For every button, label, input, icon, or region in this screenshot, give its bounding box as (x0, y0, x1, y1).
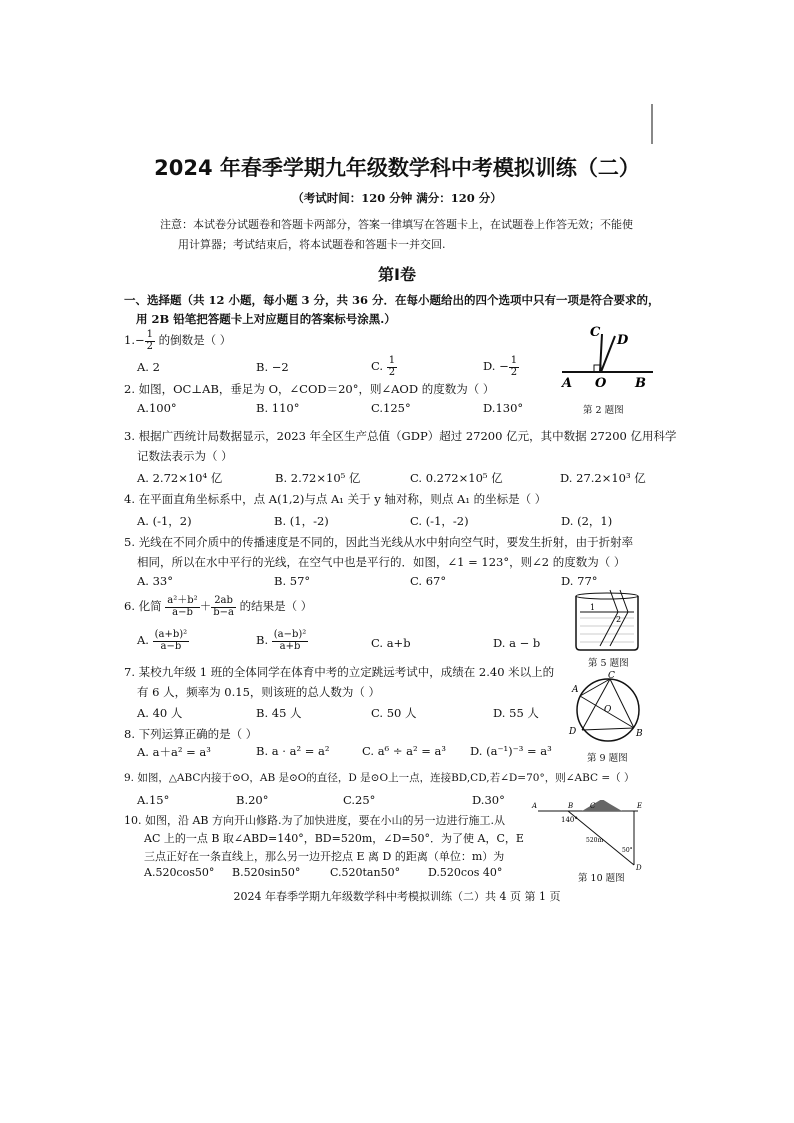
q10-option-d: D.520cos 40° (428, 866, 503, 879)
fig10-label-d: D (636, 864, 642, 872)
fig9-label-a: A (572, 685, 579, 695)
q1-option-a: A. 2 (137, 360, 160, 374)
q6-f2-num: 2ab (211, 596, 236, 608)
part1-instruction-2: 用 2B 铅笔把答题卡上对应题目的答案标号涂黑.） (136, 312, 396, 326)
q4-option-c: C. (-1，-2) (410, 514, 469, 528)
fig10-label-c: C (590, 802, 596, 810)
q9-option-c: C.25° (343, 793, 376, 807)
caption-q10: 第 10 题图 (578, 873, 625, 884)
fig10-label-a: A (532, 802, 538, 810)
q1-c-label: C. (371, 359, 384, 373)
q1-d-frac (509, 356, 519, 378)
q1-number: 1. (124, 333, 135, 347)
q6-b-den: a+b (279, 640, 301, 652)
fig9-label-b: B (636, 729, 643, 739)
q1-c-num: 1 (388, 355, 396, 366)
fig10-angle-140: 140° (561, 816, 578, 824)
q1-c-den: 2 (388, 366, 396, 378)
figure-q10 (530, 800, 645, 872)
q1-minus: − (134, 333, 145, 347)
q1-d-den: 2 (510, 366, 518, 378)
q7-option-b: B. 45 人 (256, 706, 302, 720)
fig5-angle-2: 2 (616, 615, 622, 624)
q6-f1-den: a−b (172, 606, 193, 618)
q3-option-a: A. 2.72×10⁴ 亿 (137, 471, 223, 485)
q1-text: 的倒数是（ ） (158, 333, 232, 347)
question-2: 2. 如图，OC⊥AB，垂足为 O，∠COD＝20°，则∠AOD 的度数为（ ） (124, 382, 495, 396)
question-3-line-2: 记数法表示为（ ） (137, 449, 233, 463)
fig10-angle-50: 50° (622, 847, 633, 854)
question-10-line-3: 三点正好在一条直线上，那么另一边开挖点 E 离 D 的距离（单位：m）为 (144, 850, 505, 863)
fig5-angle-1: 1 (590, 603, 596, 612)
q3-option-c: C. 0.272×10⁵ 亿 (410, 471, 503, 485)
q1-num: 1 (146, 329, 153, 340)
caption-q5: 第 5 题图 (588, 658, 629, 669)
q5-option-a: A. 33° (137, 574, 173, 588)
q6-b-num: (a−b)² (273, 629, 307, 640)
q10-option-b: B.520sin50° (232, 866, 301, 879)
page-footer: 2024 年春季学期九年级数学科中考模拟训练（二）共 4 页 第 1 页 (233, 890, 561, 903)
q6-a-den: a−b (160, 640, 182, 652)
question-7-line-2: 有 6 人，频率为 0.15，则该班的总人数为（ ） (137, 685, 381, 699)
q3-option-b: B. 2.72×10⁵ 亿 (275, 471, 361, 485)
q6-frac-1 (165, 596, 199, 618)
q7-option-a: A. 40 人 (137, 706, 183, 720)
figure-q2 (560, 320, 655, 390)
fig10-label-b: B (568, 802, 574, 810)
q8-option-d: D. (a⁻¹)⁻³ = a³ (470, 744, 552, 758)
fig10-label-e: E (637, 802, 643, 810)
caption-q9: 第 9 题图 (587, 753, 628, 764)
q2-option-b: B. 110° (256, 401, 300, 415)
q5-option-b: B. 57° (274, 574, 311, 588)
q6-option-b (256, 630, 308, 652)
q7-option-c: C. 50 人 (371, 706, 417, 720)
q2-option-a: A.100° (137, 401, 177, 415)
fig9-label-o: O (604, 705, 612, 715)
figure-q9 (566, 670, 648, 752)
q1-fraction (145, 330, 155, 352)
figure-q5 (570, 588, 646, 652)
q1-c-frac (387, 356, 397, 378)
page-title: 2024 年春季学期九年级数学科中考模拟训练（二） (154, 156, 640, 180)
q8-option-c: C. a⁶ ÷ a² = a³ (362, 744, 446, 758)
fig9-label-d: D (569, 727, 577, 737)
question-5-line-2: 相同，所以在水中平行的光线，在空气中也是平行的．如图，∠1 = 123°，则∠2 的度数为（ ） (137, 555, 626, 569)
q6-b-label: B. (256, 633, 269, 647)
q6-tail: 的结果是（ ） (239, 599, 313, 613)
fig9-label-c: C (608, 671, 615, 681)
q1-d-num: 1 (510, 355, 518, 366)
question-5-line-1: 5. 光线在不同介质中的传播速度是不同的，因此当光线从水中射向空气时，要发生折射，由于折射率 (124, 535, 634, 549)
question-4: 4. 在平面直角坐标系中，点 A(1,2)与点 A₁ 关于 y 轴对称，则点 A₁ 的坐标是（ ） (124, 492, 547, 506)
q6-f2-den: b−a (213, 606, 234, 618)
q1-den: 2 (146, 340, 153, 352)
q6-frac-2 (211, 596, 236, 618)
q1-d-label: D. − (483, 359, 509, 373)
q5-option-c: C. 67° (410, 574, 447, 588)
question-8: 8. 下列运算正确的是（ ） (124, 727, 258, 741)
q9-option-b: B.20° (236, 793, 269, 807)
q9-option-a: A.15° (137, 793, 170, 807)
q6-a-frac (153, 630, 190, 652)
q2-option-d: D.130° (483, 401, 524, 415)
fig2-label-d: D (617, 333, 629, 348)
q6-head: 6. 化简 (124, 599, 162, 613)
notice-line-1: 注意：本试卷分试题卷和答题卡两部分，答案一律填写在答题卡上，在试题卷上作答无效；不能使 (160, 218, 633, 231)
fig2-label-a: A (562, 376, 573, 390)
q1-option-d (483, 356, 519, 378)
section-title: 第Ⅰ卷 (378, 265, 416, 284)
q4-option-b: B. (1，-2) (274, 514, 329, 528)
q6-f1-num: a²＋b² (167, 595, 198, 606)
q8-option-a: A. a＋a² = a³ (137, 745, 211, 759)
question-10-line-1: 10. 如图，沿 AB 方向开山修路.为了加快进度，要在小山的另一边进行施工.从 (124, 814, 506, 827)
caption-q2: 第 2 题图 (583, 405, 624, 416)
q10-option-a: A.520cos50° (144, 866, 215, 879)
scan-edge-mark (651, 104, 653, 144)
question-10-line-2: AC 上的一点 B 取∠ABD=140°，BD=520m，∠D=50°．为了使 A，C，E (144, 832, 524, 845)
fig2-label-b: B (635, 376, 646, 390)
q1-option-b: B. −2 (256, 360, 289, 374)
part1-instruction-1: 一、选择题（共 12 小题，每小题 3 分，共 36 分．在每小题给出的四个选项中只有一项是符合要求的， (124, 293, 660, 307)
fig2-label-c: C (590, 325, 601, 340)
exam-info: （考试时间：120 分钟 满分：120 分） (292, 191, 502, 205)
question-1 (124, 330, 231, 352)
q3-option-d: D. 27.2×10³ 亿 (560, 471, 646, 485)
question-3-line-1: 3. 根据广西统计局数据显示，2023 年全区生产总值（GDP）超过 27200 亿元，其中数据 27200 亿用科学 (124, 429, 677, 443)
q4-option-a: A. (-1，2) (137, 514, 192, 528)
q6-option-c: C. a+b (371, 636, 411, 650)
q4-option-d: D. (2，1) (561, 514, 613, 528)
q9-option-d: D.30° (472, 793, 505, 807)
q7-option-d: D. 55 人 (493, 706, 539, 720)
fig10-length: 520m (586, 837, 604, 844)
q6-option-a (137, 630, 189, 652)
q1-option-c (371, 356, 397, 378)
q6-a-label: A. (137, 633, 149, 647)
fig2-label-o: O (595, 376, 607, 390)
q5-option-d: D. 77° (561, 574, 598, 588)
q6-b-frac (272, 630, 309, 652)
question-9: 9. 如图，△ABC内接于⊙O，AB 是⊙O的直径，D 是⊙O上一点，连接BD,CD,若∠D=70°，则∠ABC =（ ） (124, 772, 635, 784)
question-7-line-1: 7. 某校九年级 1 班的全体同学在体育中考的立定跳远考试中，成绩在 2.40 米以上的 (124, 665, 555, 679)
q8-option-b: B. a · a² = a² (256, 744, 330, 758)
q10-option-c: C.520tan50° (330, 866, 401, 879)
q6-option-d: D. a − b (493, 636, 541, 650)
q6-plus: ＋ (199, 599, 212, 613)
q2-option-c: C.125° (371, 401, 411, 415)
question-6 (124, 596, 312, 618)
q6-a-num: (a+b)² (154, 629, 188, 640)
notice-line-2: 用计算器；考试结束后，将本试题卷和答题卡一并交回. (178, 238, 446, 251)
